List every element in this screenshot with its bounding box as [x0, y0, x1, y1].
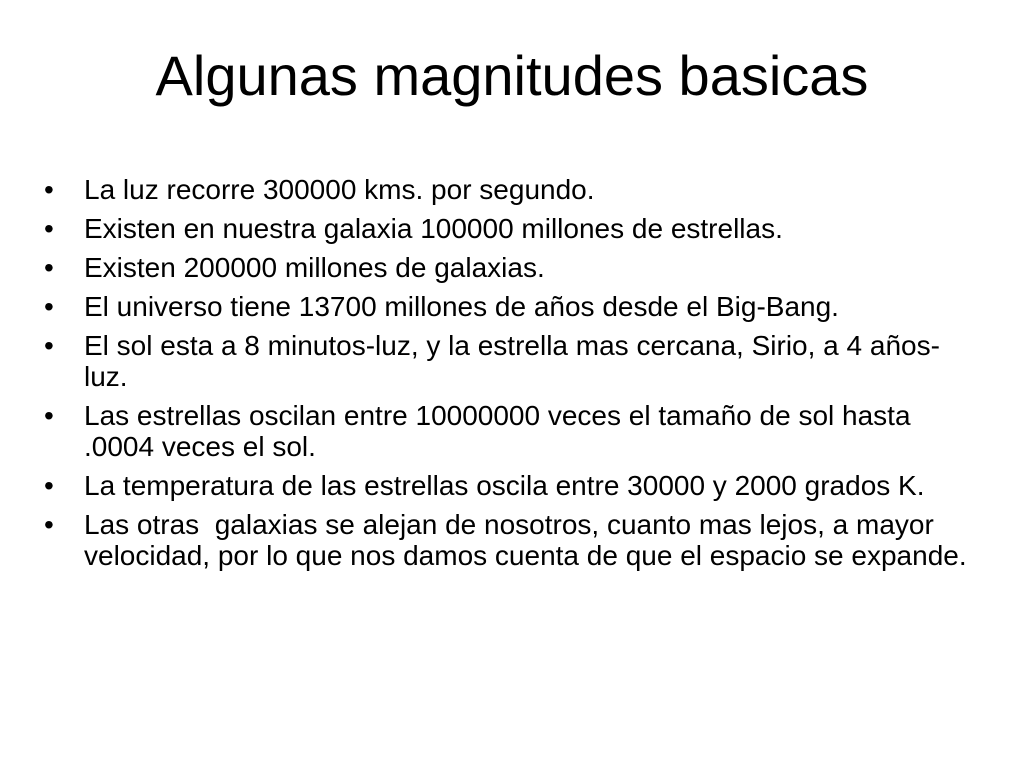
bullet-item	[44, 509, 974, 571]
bullet-item	[44, 400, 974, 462]
bullet-text: Existen 200000 millones de galaxias.	[84, 252, 545, 283]
bullet-icon: •	[44, 330, 54, 361]
bullet-icon: •	[44, 400, 54, 431]
bullet-text: Las estrellas oscilan entre 10000000 veces el tamaño de sol hasta .0004 veces el sol.	[84, 400, 919, 462]
bullet-icon: •	[44, 252, 54, 283]
bullet-text: Existen en nuestra galaxia 100000 millones de estrellas.	[84, 213, 783, 244]
bullet-item	[44, 213, 974, 244]
bullet-text: El universo tiene 13700 millones de años desde el Big-​Bang.	[84, 291, 839, 322]
bullet-icon: •	[44, 291, 54, 322]
bullet-text: La luz recorre 300000 kms. por segundo.	[84, 174, 595, 205]
bullet-item	[44, 330, 974, 392]
slide-title: Algunas magnitudes basicas	[155, 44, 869, 107]
bullet-icon: •	[44, 470, 54, 501]
bullet-item	[44, 291, 974, 322]
bullet-icon: •	[44, 213, 54, 244]
bullet-item	[44, 252, 974, 283]
bullet-item	[44, 470, 974, 501]
bullet-item	[44, 174, 974, 205]
bullet-text: Las otras galaxias se alejan de nosotros, cuanto mas lejos, a mayor velocidad, por lo que nos damos cuenta de que el espacio se expande.	[84, 509, 967, 571]
bullet-text: El sol esta a 8 minutos-luz, y la estrella mas cercana, Sirio, a 4 años-luz.	[84, 330, 940, 392]
bullet-list	[44, 174, 974, 579]
bullet-icon: •	[44, 509, 54, 540]
bullet-icon: •	[44, 174, 54, 205]
bullet-text: La temperatura de las estrellas oscila entre 30000 y 2000 grados K.	[84, 470, 925, 501]
